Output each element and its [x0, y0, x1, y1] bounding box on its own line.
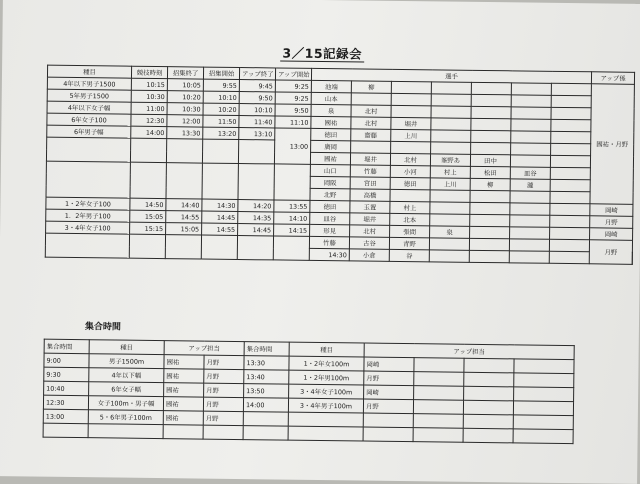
player-cell: [511, 95, 551, 107]
event-cell: 3・4年女子100: [46, 221, 130, 234]
player-cell: 北野: [310, 188, 350, 200]
player-cell: [511, 119, 551, 131]
time-cell: 11:00: [131, 102, 167, 114]
player-cell: [550, 203, 590, 215]
assembly-header-staff: アップ担当: [164, 341, 244, 356]
player-cell: [431, 106, 471, 118]
player-cell: 泉: [430, 226, 470, 238]
assembly-table: [43, 339, 575, 444]
time-cell: 14:20: [238, 199, 274, 211]
assembly-event: [88, 424, 163, 439]
time-cell: 14:55: [202, 223, 238, 235]
event-cell: 1・2年女子100: [46, 197, 130, 210]
player-cell: [430, 214, 470, 226]
player-cell: [551, 83, 591, 95]
time-cell: 13:10: [239, 128, 275, 140]
time-cell: 10:15: [131, 78, 167, 90]
assembly-staff: 月野: [204, 355, 244, 369]
assembly-header-event-2: 種目: [289, 342, 364, 357]
header-warmup-staff: アップ係: [591, 72, 634, 85]
player-cell: 徳田: [311, 128, 351, 140]
header-warmup-start: アップ開始: [275, 68, 311, 80]
warmup-start-cell: [273, 236, 309, 260]
player-cell: 皿谷: [310, 212, 350, 224]
player-cell: [431, 118, 471, 130]
player-cell: 谷: [389, 249, 429, 261]
assembly-time: 13:00: [43, 409, 88, 424]
assembly-event: 4年以下幅: [89, 368, 164, 383]
time-cell: [166, 139, 202, 163]
time-cell: 12:30: [131, 114, 167, 126]
assembly-event: [288, 412, 363, 427]
assembly-time: 13:40: [244, 370, 289, 385]
player-cell: 竹藤: [309, 236, 349, 248]
event-cell: [46, 161, 130, 198]
player-cell: [470, 226, 510, 238]
player-cell: 徳田: [390, 177, 430, 189]
player-cell: 皿谷: [510, 167, 550, 179]
warmup-start-cell: 13:00: [274, 128, 310, 164]
event-cell: 4年以下男子1500: [47, 77, 131, 90]
time-cell: 15:05: [166, 223, 202, 235]
player-cell: [551, 131, 591, 143]
assembly-time: 14:00: [243, 398, 288, 413]
assembly-time: 9:30: [44, 367, 89, 382]
assembly-staff: 月野: [203, 397, 243, 411]
assembly-staff: 國祐: [163, 397, 203, 411]
assembly-staff: 月野: [203, 411, 243, 425]
time-cell: 10:20: [167, 91, 203, 103]
player-cell: [550, 155, 590, 167]
assembly-empty-cell: [463, 414, 513, 429]
warmup-start-cell: 9:25: [275, 92, 311, 104]
player-cell: [551, 95, 591, 107]
time-cell: 10:30: [167, 103, 203, 115]
player-cell: 青野: [389, 237, 429, 249]
assembly-empty-cell: [514, 387, 574, 402]
player-cell: [351, 93, 391, 105]
assembly-empty-cell: [513, 401, 573, 416]
player-cell: [431, 130, 471, 142]
page-title: 3／15記録会: [2, 40, 640, 66]
player-cell: [469, 250, 509, 262]
player-cell: 村上: [390, 201, 430, 213]
player-cell: 國祐: [310, 152, 350, 164]
assembly-empty-cell: [414, 358, 464, 373]
time-cell: [238, 163, 274, 199]
time-cell: 15:15: [130, 222, 166, 234]
player-cell: [469, 238, 509, 250]
warmup-start-cell: 14:30: [309, 248, 349, 260]
player-cell: [470, 190, 510, 202]
time-cell: 13:20: [203, 127, 239, 139]
warmup-start-cell: 9:50: [275, 104, 311, 116]
player-cell: [391, 81, 431, 93]
schedule-table: [45, 65, 635, 265]
time-cell: 11:40: [239, 116, 275, 128]
player-cell: 廣岡: [311, 140, 351, 152]
player-cell: 玉置: [350, 201, 390, 213]
time-cell: [165, 235, 201, 259]
assembly-empty-cell: [414, 386, 464, 401]
player-cell: [510, 155, 550, 167]
player-cell: 松田: [470, 166, 510, 178]
player-cell: [551, 143, 591, 155]
player-cell: 高橋: [350, 189, 390, 201]
time-cell: [166, 163, 202, 199]
time-cell: [237, 235, 273, 259]
player-cell: 柳: [351, 81, 391, 93]
time-cell: 14:45: [238, 223, 274, 235]
warmup-start-cell: [274, 164, 310, 200]
player-cell: [511, 131, 551, 143]
assembly-staff: 國祐: [164, 355, 204, 369]
player-cell: [429, 238, 469, 250]
assembly-staff: 國祐: [163, 411, 203, 425]
time-cell: 14:35: [238, 211, 274, 223]
player-cell: [550, 227, 590, 239]
warmup-start-cell: 14:15: [274, 224, 310, 236]
assembly-empty-cell: [463, 400, 513, 415]
player-cell: 上川: [391, 129, 431, 141]
player-cell: 形見: [310, 224, 350, 236]
assembly-empty-cell: [513, 429, 573, 444]
assembly-event: 女子100m・男子幅: [88, 396, 163, 411]
player-cell: [471, 142, 511, 154]
player-cell: [471, 82, 511, 94]
player-cell: [430, 202, 470, 214]
warmup-start-cell: 9:25: [275, 80, 311, 92]
event-cell: [46, 137, 130, 162]
warmup-staff-cell: 國祐・月野: [590, 84, 634, 205]
time-cell: 10:10: [203, 91, 239, 103]
player-cell: 徳田: [310, 200, 350, 212]
assembly-time: 13:50: [244, 384, 289, 399]
assembly-staff: [203, 425, 243, 439]
warmup-start-cell: 13:55: [274, 200, 310, 212]
player-cell: [390, 189, 430, 201]
player-cell: 瀧: [510, 179, 550, 191]
player-cell: [510, 227, 550, 239]
time-cell: [202, 139, 238, 163]
assembly-staff: [163, 425, 203, 439]
player-cell: [391, 141, 431, 153]
warmup-staff-cell: 月野: [590, 216, 633, 229]
event-cell: 6年男子幅: [47, 125, 131, 138]
header-race-time: 競技時刻: [131, 66, 167, 78]
player-cell: [470, 214, 510, 226]
time-cell: 14:30: [202, 199, 238, 211]
assembly-empty-cell: [463, 428, 513, 443]
player-cell: 北村: [351, 105, 391, 117]
player-cell: 岡阪: [310, 176, 350, 188]
player-cell: [429, 250, 469, 262]
player-cell: [549, 251, 589, 263]
player-cell: 齋藤: [351, 129, 391, 141]
time-cell: 11:50: [203, 115, 239, 127]
time-cell: 15:05: [130, 210, 166, 222]
player-cell: 宮田: [350, 177, 390, 189]
player-cell: [509, 251, 549, 263]
player-cell: [511, 143, 551, 155]
player-cell: 田中: [470, 154, 510, 166]
assembly-event: [288, 426, 363, 441]
warmup-staff-cell: 岡崎: [590, 204, 633, 217]
time-cell: 14:50: [130, 198, 166, 210]
time-cell: 9:45: [239, 80, 275, 92]
time-cell: 9:50: [239, 92, 275, 104]
player-cell: [509, 239, 549, 251]
time-cell: [130, 162, 166, 198]
player-cell: 張間: [390, 225, 430, 237]
assembly-time: 10:40: [44, 381, 89, 396]
assembly-empty-cell: [413, 414, 463, 429]
player-cell: [471, 118, 511, 130]
assembly-time: [243, 426, 288, 441]
time-cell: 10:20: [203, 103, 239, 115]
assembly-event: 3・4年男子100m: [288, 398, 363, 413]
header-event: 種目: [47, 65, 131, 78]
player-cell: 小河: [390, 165, 430, 177]
player-cell: [511, 107, 551, 119]
player-cell: 北村: [351, 117, 391, 129]
warmup-start-cell: 14:10: [274, 212, 310, 224]
event-cell: 5年男子1500: [47, 89, 131, 102]
header-players: 選手: [311, 68, 591, 83]
assembly-staff: 月野: [363, 399, 413, 414]
assembly-time: 12:30: [43, 395, 88, 410]
assembly-staff: 月野: [204, 369, 244, 383]
player-cell: [551, 119, 591, 131]
player-cell: [550, 215, 590, 227]
warmup-start-cell: 11:10: [275, 116, 311, 128]
time-cell: 9:55: [203, 79, 239, 91]
player-cell: [431, 94, 471, 106]
assembly-empty-cell: [514, 359, 574, 374]
assembly-empty-cell: [514, 373, 574, 388]
warmup-staff-cell: 岡崎: [590, 228, 633, 241]
player-cell: [431, 142, 471, 154]
player-cell: 池端: [311, 80, 351, 92]
assembly-empty-cell: [413, 400, 463, 415]
assembly-empty-cell: [464, 386, 514, 401]
player-cell: 北本: [390, 213, 430, 225]
player-cell: 國祐: [311, 116, 351, 128]
event-cell: 1．2年男子100: [46, 209, 130, 222]
player-cell: [471, 130, 511, 142]
assembly-header-staff-2: アップ担当: [364, 343, 574, 360]
time-cell: 14:00: [131, 126, 167, 138]
assembly-staff: [363, 413, 413, 428]
player-cell: [550, 191, 590, 203]
assembly-empty-cell: [414, 372, 464, 387]
assembly-header-time: 集合時間: [44, 339, 89, 354]
time-cell: [202, 163, 238, 199]
time-cell: [130, 138, 166, 162]
time-cell: [129, 234, 165, 258]
assembly-time: 9:00: [44, 353, 89, 368]
header-call-end: 招集終了: [167, 67, 203, 79]
player-cell: [550, 179, 590, 191]
assembly-header-time-2: 集合時間: [244, 342, 289, 357]
player-cell: 山口: [310, 164, 350, 176]
player-cell: [391, 105, 431, 117]
time-cell: 14:45: [202, 211, 238, 223]
player-cell: 上川: [430, 178, 470, 190]
assembly-empty-cell: [413, 428, 463, 443]
header-call-start: 招集開始: [203, 67, 239, 79]
assembly-time: [43, 423, 88, 438]
player-cell: [470, 202, 510, 214]
player-cell: [510, 215, 550, 227]
assembly-staff: 岡崎: [364, 385, 414, 400]
time-cell: [238, 139, 274, 163]
assembly-event: 6年女子幅: [89, 382, 164, 397]
assembly-empty-cell: [464, 372, 514, 387]
event-cell: [45, 233, 129, 258]
time-cell: 12:00: [167, 115, 203, 127]
assembly-empty-cell: [513, 415, 573, 430]
player-cell: 北村: [350, 225, 390, 237]
player-cell: 竹藤: [350, 165, 390, 177]
time-cell: 10:10: [239, 104, 275, 116]
player-cell: [550, 167, 590, 179]
assembly-time: 13:30: [244, 356, 289, 371]
player-cell: [471, 94, 511, 106]
player-cell: 泉: [311, 104, 351, 116]
assembly-event: 5・6年男子100m: [88, 410, 163, 425]
player-cell: 北村: [390, 153, 430, 165]
assembly-event: 1・2年男100m: [289, 370, 364, 385]
assembly-staff: 月野: [364, 371, 414, 386]
player-cell: [471, 106, 511, 118]
assembly-event: 3・4年女子100m: [289, 384, 364, 399]
player-cell: [510, 191, 550, 203]
assembly-header-event: 種目: [89, 340, 164, 355]
time-cell: [201, 235, 237, 259]
player-cell: [351, 141, 391, 153]
player-cell: 堀井: [391, 117, 431, 129]
player-cell: 堀井: [350, 213, 390, 225]
player-cell: 小倉: [349, 249, 389, 261]
time-cell: 14:55: [166, 211, 202, 223]
assembly-event: 男子1500m: [89, 354, 164, 369]
player-cell: [551, 107, 591, 119]
section-title: 集合時間: [85, 319, 121, 332]
event-cell: 4年以下女子幅: [47, 101, 131, 114]
player-cell: [549, 239, 589, 251]
time-cell: 10:30: [131, 90, 167, 102]
player-cell: 峯野あ: [430, 154, 470, 166]
player-cell: 柳: [470, 178, 510, 190]
player-cell: [511, 83, 551, 95]
time-cell: 14:40: [166, 199, 202, 211]
assembly-empty-cell: [464, 358, 514, 373]
assembly-event: 1・2年女100m: [289, 356, 364, 371]
assembly-staff: 國祐: [164, 383, 204, 397]
assembly-staff: 國祐: [164, 369, 204, 383]
player-cell: 村上: [430, 166, 470, 178]
warmup-staff-cell: 月野: [589, 240, 632, 265]
player-cell: [510, 203, 550, 215]
assembly-staff: [363, 427, 413, 442]
player-cell: [431, 82, 471, 94]
player-cell: 山本: [311, 92, 351, 104]
assembly-time: [243, 412, 288, 427]
assembly-staff: 月野: [204, 383, 244, 397]
player-cell: [391, 93, 431, 105]
header-warmup-end: アップ終了: [239, 68, 275, 80]
time-cell: 10:05: [167, 79, 203, 91]
player-cell: [430, 190, 470, 202]
event-cell: 6年女子100: [47, 113, 131, 126]
assembly-staff: 岡崎: [364, 357, 414, 372]
player-cell: 堀井: [350, 153, 390, 165]
player-cell: 古谷: [349, 237, 389, 249]
time-cell: 13:30: [167, 127, 203, 139]
